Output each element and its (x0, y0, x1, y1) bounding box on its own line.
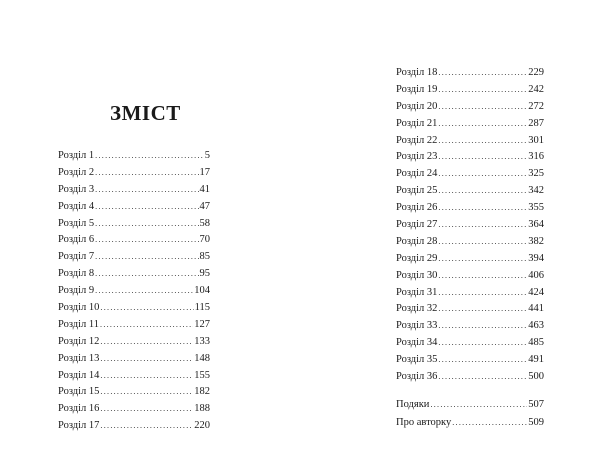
dot-leader (438, 352, 527, 369)
toc-entry-page-number: 47 (199, 200, 210, 212)
toc-list-left (58, 148, 210, 435)
toc-entry-page-number: 491 (528, 354, 544, 366)
toc-entry-page-number: 155 (194, 369, 210, 381)
toc-list-back-matter (396, 396, 544, 432)
toc-entry-label: Розділ 3 (58, 183, 95, 195)
dot-leader (100, 334, 193, 351)
dot-leader (438, 234, 527, 251)
toc-entry[interactable] (396, 166, 544, 183)
toc-entry-page-number: 127 (194, 318, 210, 330)
dot-leader (438, 166, 527, 183)
toc-entry-page-number: 229 (528, 67, 544, 78)
dot-leader (100, 300, 193, 317)
toc-entry[interactable] (58, 199, 210, 216)
toc-entry-label: Розділ 34 (396, 337, 438, 349)
dot-leader (438, 217, 527, 234)
dot-leader (95, 165, 198, 182)
toc-entry[interactable] (396, 200, 544, 217)
toc-list-right (396, 65, 544, 386)
toc-entry-label: Розділ 23 (396, 151, 438, 163)
toc-entry-page-number: 364 (528, 219, 544, 231)
toc-entry-label: Розділ 35 (396, 354, 438, 366)
toc-entry[interactable] (58, 283, 210, 300)
toc-entry-page-number: 133 (194, 335, 210, 347)
toc-entry-page-number: 382 (528, 235, 544, 247)
toc-entry-label: Розділ 13 (58, 352, 100, 364)
toc-entry[interactable] (396, 335, 544, 352)
toc-entry-page-number: 394 (528, 252, 544, 264)
toc-entry[interactable] (58, 351, 210, 368)
dot-leader (438, 82, 527, 99)
dot-leader (95, 283, 193, 300)
toc-entry-label: Розділ 33 (396, 320, 438, 332)
toc-entry-label: Розділ 26 (396, 202, 438, 214)
toc-entry-label: Розділ 20 (396, 100, 438, 112)
toc-entry-label: Розділ 14 (58, 369, 100, 381)
toc-entry[interactable] (396, 251, 544, 268)
toc-entry-page-number: 58 (199, 217, 210, 229)
toc-entry-label: Розділ 1 (58, 150, 95, 161)
dot-leader (438, 268, 527, 285)
toc-entry-page-number: 507 (528, 399, 544, 410)
toc-entry-label: Розділ 29 (396, 252, 438, 264)
toc-entry[interactable] (396, 99, 544, 116)
toc-entry-page-number: 70 (199, 234, 210, 246)
toc-entry-page-number: 463 (528, 320, 544, 332)
toc-entry-label: Розділ 22 (396, 134, 438, 146)
toc-entry[interactable] (58, 266, 210, 283)
toc-entry-page-number: 115 (194, 302, 210, 314)
toc-entry-page-number: 272 (528, 100, 544, 112)
toc-entry-label: Розділ 30 (396, 269, 438, 281)
toc-entry-label: Розділ 12 (58, 335, 100, 347)
toc-entry[interactable] (396, 133, 544, 150)
toc-entry-label: Розділ 10 (58, 302, 100, 314)
dot-leader (452, 414, 527, 432)
toc-entry-page-number: 509 (528, 417, 544, 428)
toc-entry[interactable] (58, 165, 210, 182)
dot-leader (95, 216, 198, 233)
dot-leader (95, 148, 204, 165)
toc-entry-label: Подяки (396, 399, 430, 410)
dot-leader (438, 200, 527, 217)
toc-entry-label: Розділ 25 (396, 185, 438, 197)
toc-entry-label: Розділ 6 (58, 234, 95, 246)
dot-leader (438, 99, 527, 116)
toc-entry[interactable] (396, 396, 544, 414)
toc-entry[interactable] (58, 334, 210, 351)
toc-entry-page-number: 41 (199, 183, 210, 195)
toc-entry[interactable] (396, 352, 544, 369)
dot-leader (100, 384, 193, 401)
toc-entry-label: Розділ 9 (58, 285, 95, 297)
toc-entry[interactable] (58, 317, 210, 334)
toc-entry-label: Розділ 17 (58, 420, 100, 432)
toc-entry[interactable] (58, 182, 210, 199)
toc-entry-page-number: 17 (199, 166, 210, 178)
toc-entry-label: Розділ 28 (396, 235, 438, 247)
dot-leader (438, 116, 527, 133)
dot-leader (100, 351, 193, 368)
toc-entry[interactable] (396, 82, 544, 99)
dot-leader (95, 232, 198, 249)
toc-entry-page-number: 424 (528, 286, 544, 298)
dot-leader (95, 182, 198, 199)
toc-entry-page-number: 104 (194, 285, 210, 297)
toc-entry-label: Розділ 36 (396, 371, 438, 383)
toc-entry-page-number: 5 (204, 150, 210, 161)
toc-entry-label: Розділ 16 (58, 403, 100, 415)
toc-entry-page-number: 355 (528, 202, 544, 214)
dot-leader (95, 199, 198, 216)
toc-entry[interactable] (396, 369, 544, 386)
toc-entry-page-number: 406 (528, 269, 544, 281)
toc-entry-page-number: 485 (528, 337, 544, 349)
toc-entry[interactable] (396, 301, 544, 318)
dot-leader (95, 249, 198, 266)
toc-entry-page-number: 301 (528, 134, 544, 146)
dot-leader (95, 266, 198, 283)
dot-leader (438, 251, 527, 268)
toc-entry[interactable] (58, 232, 210, 249)
toc-entry[interactable] (396, 268, 544, 285)
toc-entry[interactable] (58, 300, 210, 317)
toc-entry-page-number: 95 (199, 268, 210, 280)
toc-entry-label: Розділ 11 (58, 318, 100, 330)
toc-entry-page-number: 316 (528, 151, 544, 163)
toc-entry-label: Розділ 21 (396, 117, 438, 129)
toc-entry[interactable] (58, 384, 210, 401)
toc-entry-label: Про авторку (396, 417, 452, 428)
dot-leader (100, 368, 193, 385)
toc-entry-label: Розділ 27 (396, 219, 438, 231)
toc-entry[interactable] (58, 418, 210, 435)
toc-entry-label: Розділ 19 (396, 83, 438, 95)
toc-entry-page-number: 148 (194, 352, 210, 364)
toc-entry-label: Розділ 32 (396, 303, 438, 315)
toc-entry[interactable] (396, 149, 544, 166)
toc-entry-label: Розділ 4 (58, 200, 95, 212)
toc-entry-label: Розділ 2 (58, 166, 95, 178)
dot-leader (438, 285, 527, 302)
toc-entry[interactable] (396, 318, 544, 335)
toc-entry-label: Розділ 8 (58, 268, 95, 280)
toc-entry[interactable] (396, 285, 544, 302)
toc-entry-label: Розділ 5 (58, 217, 95, 229)
toc-entry-label: Розділ 15 (58, 386, 100, 398)
dot-leader (100, 418, 193, 435)
toc-entry[interactable] (58, 148, 210, 165)
toc-entry[interactable] (58, 368, 210, 385)
toc-entry[interactable] (396, 217, 544, 234)
toc-entry-label: Розділ 31 (396, 286, 438, 298)
toc-entry[interactable] (396, 234, 544, 251)
dot-leader (430, 396, 527, 414)
toc-entry-label: Розділ 24 (396, 168, 438, 180)
toc-entry[interactable] (396, 65, 544, 82)
toc-entry-page-number: 242 (528, 83, 544, 95)
toc-entry[interactable] (58, 249, 210, 266)
toc-entry-page-number: 325 (528, 168, 544, 180)
toc-entry-page-number: 287 (528, 117, 544, 129)
dot-leader (438, 65, 527, 82)
dot-leader (438, 369, 527, 386)
dot-leader (438, 183, 527, 200)
dot-leader (438, 149, 527, 166)
toc-entry[interactable] (396, 414, 544, 432)
dot-leader (438, 133, 527, 150)
dot-leader (438, 301, 527, 318)
toc-entry[interactable] (396, 116, 544, 133)
toc-entry-page-number: 182 (194, 386, 210, 398)
dot-leader (438, 335, 527, 352)
dot-leader (100, 317, 193, 334)
toc-entry-label: Розділ 7 (58, 251, 95, 263)
toc-entry-page-number: 188 (194, 403, 210, 415)
toc-entry-page-number: 220 (194, 420, 210, 432)
dot-leader (438, 318, 527, 335)
toc-entry[interactable] (58, 401, 210, 418)
dot-leader (100, 401, 193, 418)
toc-entry-page-number: 441 (528, 303, 544, 315)
toc-entry-page-number: 500 (528, 371, 544, 383)
toc-entry-page-number: 342 (528, 185, 544, 197)
toc-entry-label: Розділ 18 (396, 67, 438, 78)
page-title: ЗМІСТ (110, 101, 181, 125)
toc-entry[interactable] (396, 183, 544, 200)
toc-entry[interactable] (58, 216, 210, 233)
toc-entry-page-number: 85 (199, 251, 210, 263)
